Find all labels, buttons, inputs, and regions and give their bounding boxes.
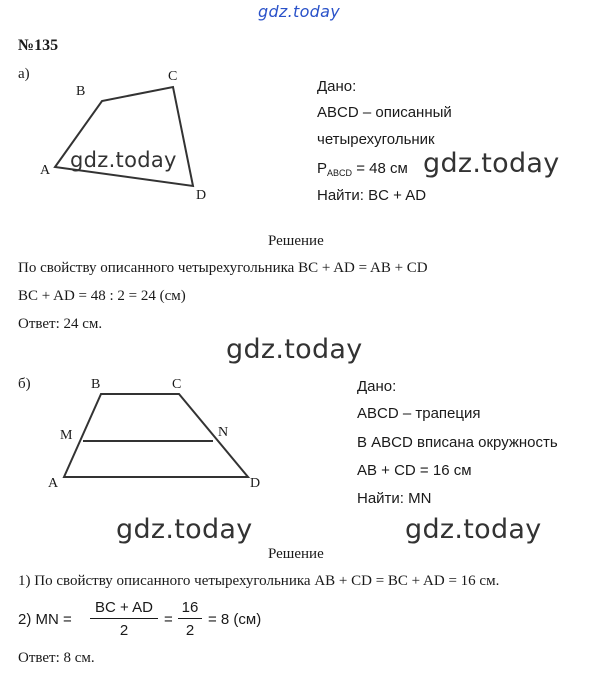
- watermark: gdz.today: [226, 334, 363, 365]
- vertex-d-label: D: [250, 476, 261, 491]
- formula-result: = 8 (см): [208, 611, 262, 628]
- watermark: gdz.today: [116, 514, 253, 545]
- solution-step: BC + AD = 48 : 2 = 24 (см): [18, 288, 186, 304]
- perimeter-subscript: ABCD: [327, 168, 353, 178]
- solution-title: Решение: [268, 233, 324, 249]
- formula-prefix: 2) MN =: [18, 611, 72, 628]
- vertex-b-label: B: [91, 377, 101, 392]
- given-line: AB + CD = 16 см: [357, 462, 472, 479]
- vertex-b-label: B: [76, 84, 86, 99]
- given-line: ABCD – описанный: [317, 104, 452, 121]
- problem-number: №135: [18, 37, 59, 54]
- answer-text: Ответ: 8 см.: [18, 650, 95, 666]
- watermark: gdz.today: [405, 514, 542, 545]
- vertex-c-label: C: [168, 69, 178, 84]
- given-line: четырехугольник: [317, 131, 435, 148]
- given-line: В ABCD вписана окружность: [357, 434, 558, 451]
- part-b-label: б): [18, 376, 31, 392]
- given-line: ABCD – трапеция: [357, 405, 481, 422]
- part-a-label: а): [18, 66, 30, 82]
- vertex-d-label: D: [196, 188, 207, 203]
- fraction-numerator: 16: [178, 599, 202, 619]
- given-title: Дано:: [317, 78, 357, 95]
- equals-sign: =: [164, 611, 173, 628]
- fraction-denominator: 2: [119, 622, 129, 639]
- solution-title: Решение: [268, 546, 324, 562]
- find-text: Найти: MN: [357, 490, 432, 507]
- given-title: Дано:: [357, 378, 397, 395]
- fraction-bc-ad: [90, 599, 158, 639]
- fraction-16-2: [178, 599, 202, 639]
- watermark: gdz.today: [70, 148, 177, 172]
- solution-step: По свойству описанного четырехугольника BC + AD = AB + CD: [18, 260, 428, 276]
- vertex-c-label: C: [172, 377, 182, 392]
- fraction-denominator: 2: [185, 622, 195, 639]
- find-text: Найти: BC + AD: [317, 187, 427, 204]
- watermark: gdz.today: [423, 148, 560, 179]
- vertex-a-label: A: [48, 476, 59, 491]
- perimeter-symbol: P: [317, 160, 328, 177]
- solution-step: 1) По свойству описанного четырехугольника AB + CD = BC + AD = 16 см.: [18, 573, 500, 589]
- vertex-a-label: A: [40, 163, 51, 178]
- watermark-top: gdz.today: [258, 2, 340, 21]
- point-n-label: N: [218, 425, 229, 440]
- answer-text: Ответ: 24 см.: [18, 316, 103, 332]
- point-m-label: M: [60, 428, 73, 443]
- fraction-numerator: BC + AD: [90, 599, 158, 619]
- perimeter-value: = 48 см: [352, 160, 408, 177]
